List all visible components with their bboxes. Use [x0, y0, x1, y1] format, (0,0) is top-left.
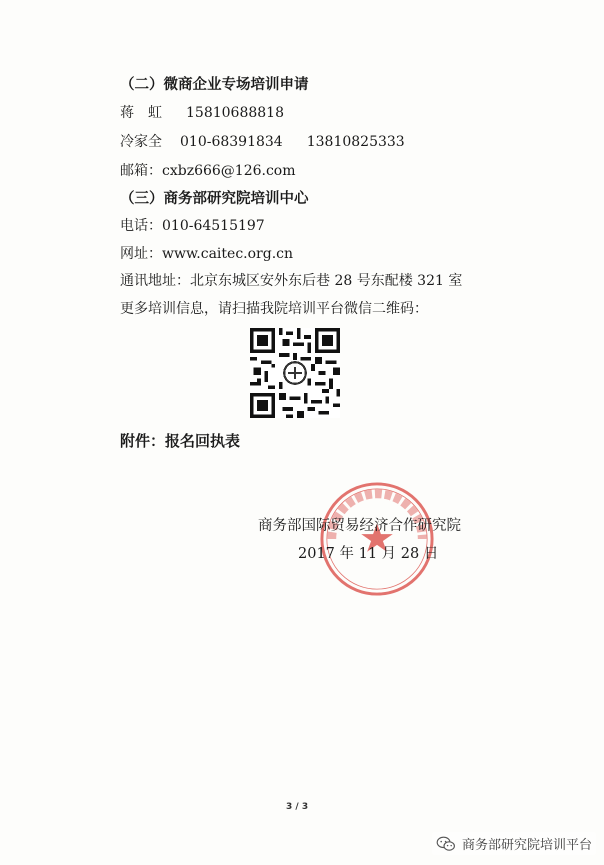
wechat-icon [436, 836, 456, 852]
wechat-watermark [432, 832, 596, 855]
qr-prompt-line: 更多培训信息，请扫描我院培训平台微信二维码： [120, 301, 428, 317]
attachment-label: 附件：报名回执表 [120, 432, 241, 450]
section2-heading: （二）微商企业专场培训申请 [120, 77, 309, 93]
wechat-qr-code [250, 328, 340, 418]
contact2-phone1: 010-68391834 [180, 134, 283, 150]
signature-date: 2017 年 11 月 28 日 [298, 546, 439, 562]
contact1-phone: 15810688818 [186, 105, 284, 121]
section3-heading: （三）商务部研究院培训中心 [120, 191, 309, 207]
watermark-text: 商务部研究院培训平台 [461, 838, 592, 853]
email-line: 邮箱：cxbz666@126.com [120, 163, 296, 179]
contact2-phone2: 13810825333 [306, 134, 405, 150]
signature-organization: 商务部国际贸易经济合作研究院 [258, 518, 461, 534]
phone-line: 电话：010-64515197 [120, 218, 265, 234]
address-line: 通讯地址：北京东城区安外东后巷 28 号东配楼 321 室 [120, 273, 463, 289]
contact-line-2 [120, 133, 405, 151]
official-seal-stamp [318, 480, 436, 598]
website-line: 网址：www.caitec.org.cn [120, 246, 293, 262]
contact2-name: 冷家全 [120, 134, 162, 150]
page-number: 3 / 3 [286, 802, 309, 812]
contact1-name: 蒋 虹 [120, 105, 162, 121]
contact-line-1 [120, 104, 284, 122]
